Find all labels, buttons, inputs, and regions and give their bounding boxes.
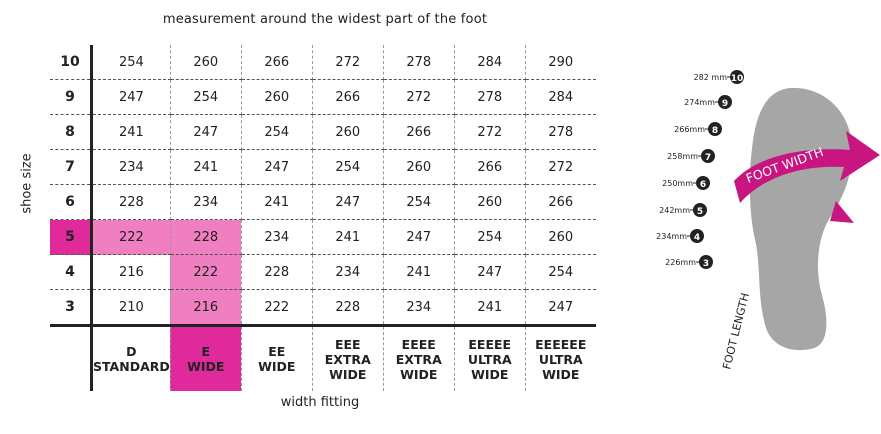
marker-size-number: 4 bbox=[693, 233, 701, 243]
width-label-line: WIDE bbox=[471, 366, 509, 382]
width-label-line: WIDE bbox=[542, 366, 580, 382]
width-label-line: EXTRA bbox=[324, 351, 371, 367]
table-row bbox=[50, 255, 596, 290]
measurement-cell: 216 bbox=[92, 255, 171, 290]
marker-size-number: 5 bbox=[696, 207, 704, 217]
measurement-cell: 222 bbox=[241, 290, 312, 326]
measurement-cell: 247 bbox=[92, 80, 171, 115]
measurement-cell: 260 bbox=[525, 220, 596, 255]
side-caption: shoe size bbox=[19, 153, 35, 214]
measurement-cell: 260 bbox=[454, 185, 525, 220]
width-label-line: EEEEE bbox=[468, 336, 512, 352]
table-row bbox=[50, 290, 596, 326]
width-fitting-label bbox=[312, 326, 383, 392]
measurement-cell: 266 bbox=[525, 185, 596, 220]
marker-mm-label: 266mm bbox=[674, 125, 705, 134]
size-marker bbox=[674, 122, 722, 136]
measurement-cell: 272 bbox=[312, 45, 383, 80]
measurement-cell: 266 bbox=[454, 150, 525, 185]
width-fitting-label bbox=[170, 326, 241, 392]
measurement-cell: 241 bbox=[454, 290, 525, 326]
measurement-cell: 254 bbox=[170, 80, 241, 115]
measurement-cell: 222 bbox=[170, 255, 241, 290]
size-label: 8 bbox=[50, 115, 92, 150]
top-caption: measurement around the widest part of the foot bbox=[162, 12, 488, 27]
width-label-line: WIDE bbox=[187, 359, 225, 374]
width-label-line: ULTRA bbox=[467, 351, 512, 367]
width-fitting-label bbox=[454, 326, 525, 392]
size-label: 3 bbox=[50, 290, 92, 326]
measurement-cell: 241 bbox=[170, 150, 241, 185]
width-label-line: EEE bbox=[334, 336, 361, 352]
width-fitting-row bbox=[50, 326, 596, 392]
marker-size-number: 8 bbox=[711, 126, 719, 136]
measurement-cell: 234 bbox=[170, 185, 241, 220]
marker-mm-label: 250mm bbox=[662, 179, 693, 188]
measurement-cell: 241 bbox=[312, 220, 383, 255]
width-label-line: EXTRA bbox=[395, 351, 442, 367]
marker-size-number: 3 bbox=[702, 259, 710, 269]
measurement-cell: 272 bbox=[525, 150, 596, 185]
measurement-cell: 272 bbox=[383, 80, 454, 115]
measurement-cell: 284 bbox=[525, 80, 596, 115]
size-label: 10 bbox=[50, 45, 92, 80]
measurement-cell: 210 bbox=[92, 290, 171, 326]
measurement-cell: 228 bbox=[92, 185, 171, 220]
width-label-line: D bbox=[126, 344, 137, 359]
measurement-cell: 247 bbox=[383, 220, 454, 255]
measurement-cell: 247 bbox=[312, 185, 383, 220]
measurement-cell: 254 bbox=[454, 220, 525, 255]
foot-length-label: FOOT LENGTH bbox=[720, 291, 752, 371]
measurement-cell: 254 bbox=[312, 150, 383, 185]
marker-mm-label: 226mm bbox=[665, 258, 696, 267]
measurement-cell: 254 bbox=[525, 255, 596, 290]
marker-mm-label: 242mm bbox=[659, 206, 690, 215]
marker-size-number: 9 bbox=[721, 99, 729, 109]
marker-mm-label: 258mm bbox=[667, 152, 698, 161]
measurement-cell: 234 bbox=[241, 220, 312, 255]
measurement-cell: 278 bbox=[454, 80, 525, 115]
measurement-cell: 266 bbox=[383, 115, 454, 150]
width-fitting-label bbox=[525, 326, 596, 392]
table-row bbox=[50, 80, 596, 115]
table-row bbox=[50, 220, 596, 255]
marker-size-number: 7 bbox=[704, 153, 712, 163]
size-markers bbox=[656, 70, 744, 269]
measurement-cell: 247 bbox=[241, 150, 312, 185]
width-label-line: WIDE bbox=[258, 359, 296, 374]
size-marker bbox=[659, 203, 707, 217]
measurement-cell: 234 bbox=[383, 290, 454, 326]
measurement-cell: 254 bbox=[92, 45, 171, 80]
measurement-cell: 260 bbox=[383, 150, 454, 185]
width-label-line: WIDE bbox=[400, 366, 438, 382]
width-label-line: WIDE bbox=[329, 366, 367, 382]
width-label-line: E bbox=[201, 344, 211, 359]
width-fitting-label bbox=[92, 326, 171, 392]
measurement-cell: 241 bbox=[241, 185, 312, 220]
width-label-line: EEEEEE bbox=[535, 336, 587, 352]
measurement-cell: 241 bbox=[92, 115, 171, 150]
table-row bbox=[50, 115, 596, 150]
measurement-cell: 216 bbox=[170, 290, 241, 326]
size-marker bbox=[684, 95, 732, 109]
measurement-cell: 254 bbox=[383, 185, 454, 220]
table-row bbox=[50, 185, 596, 220]
measurement-cell: 266 bbox=[241, 45, 312, 80]
size-label: 9 bbox=[50, 80, 92, 115]
measurement-cell: 228 bbox=[170, 220, 241, 255]
foot-svg bbox=[640, 55, 881, 430]
measurement-cell: 222 bbox=[92, 220, 171, 255]
measurement-cell: 234 bbox=[312, 255, 383, 290]
size-marker bbox=[662, 176, 710, 190]
width-label-line: EE bbox=[268, 344, 286, 359]
size-marker bbox=[665, 255, 713, 269]
measurement-cell: 278 bbox=[383, 45, 454, 80]
width-fitting-label bbox=[383, 326, 454, 392]
measurement-cell: 260 bbox=[312, 115, 383, 150]
measurement-cell: 284 bbox=[454, 45, 525, 80]
measurement-cell: 228 bbox=[312, 290, 383, 326]
measurement-cell: 278 bbox=[525, 115, 596, 150]
size-marker bbox=[656, 229, 704, 243]
size-marker bbox=[667, 149, 715, 163]
measurement-cell: 260 bbox=[170, 45, 241, 80]
measurement-cell: 260 bbox=[241, 80, 312, 115]
size-table bbox=[50, 45, 596, 391]
foot-diagram bbox=[640, 55, 881, 430]
bottom-caption: width fitting bbox=[280, 395, 360, 410]
measurement-cell: 247 bbox=[454, 255, 525, 290]
measurement-cell: 234 bbox=[92, 150, 171, 185]
measurement-cell: 228 bbox=[241, 255, 312, 290]
measurement-cell: 290 bbox=[525, 45, 596, 80]
width-label-line: STANDARD bbox=[93, 359, 170, 374]
corner-cell bbox=[50, 326, 92, 392]
size-label: 5 bbox=[50, 220, 92, 255]
table-row bbox=[50, 150, 596, 185]
measurement-cell: 247 bbox=[525, 290, 596, 326]
width-fitting-label bbox=[241, 326, 312, 392]
measurement-cell: 247 bbox=[170, 115, 241, 150]
marker-size-number: 6 bbox=[699, 180, 707, 190]
marker-mm-label: 274mm bbox=[684, 98, 715, 107]
marker-mm-label: 234mm bbox=[656, 232, 687, 241]
measurement-cell: 272 bbox=[454, 115, 525, 150]
measurement-cell: 266 bbox=[312, 80, 383, 115]
size-marker bbox=[694, 70, 744, 84]
measurement-cell: 241 bbox=[383, 255, 454, 290]
size-label: 6 bbox=[50, 185, 92, 220]
width-label-line: EEEE bbox=[401, 336, 436, 352]
foot-width-label: FOOT WIDTH bbox=[743, 143, 826, 186]
size-label: 7 bbox=[50, 150, 92, 185]
marker-mm-label: 282 mm bbox=[693, 73, 727, 82]
table-row bbox=[50, 45, 596, 80]
width-label-line: ULTRA bbox=[538, 351, 583, 367]
marker-size-number: 10 bbox=[730, 74, 744, 84]
measurement-cell: 254 bbox=[241, 115, 312, 150]
size-label: 4 bbox=[50, 255, 92, 290]
